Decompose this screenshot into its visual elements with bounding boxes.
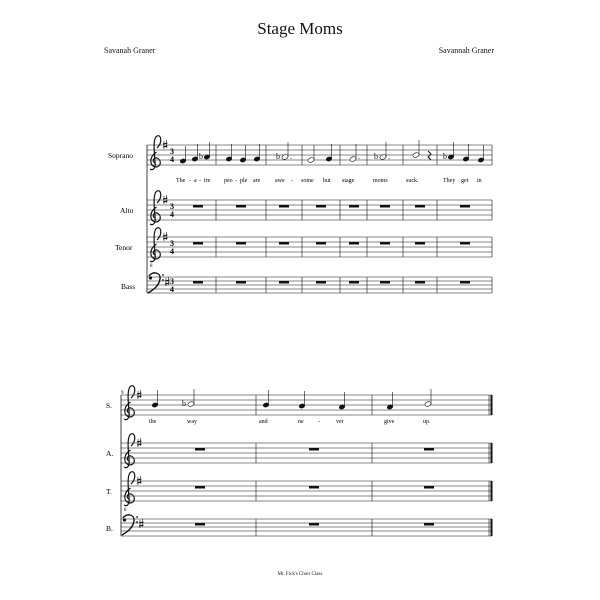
- lyric: way: [187, 419, 197, 425]
- lyric: ne: [298, 419, 304, 425]
- part-name-alto: Alto: [120, 206, 134, 215]
- measure-number: 9: [121, 391, 124, 396]
- lyric: the: [149, 419, 157, 425]
- lyric: get: [461, 178, 469, 184]
- lyric: -: [318, 419, 320, 425]
- lyric: give: [384, 419, 395, 425]
- score-title: Stage Moms: [257, 19, 343, 38]
- svg-text:b: b: [182, 399, 186, 408]
- lyric: and: [259, 419, 268, 425]
- system-2: [106, 386, 493, 536]
- part-name-a: A.: [106, 449, 114, 458]
- svg-text:.: .: [358, 152, 360, 161]
- lyricist-credit: Savanah Graner: [104, 46, 156, 55]
- lyric: moms: [373, 178, 388, 184]
- lyric: -: [235, 178, 237, 184]
- svg-text:b: b: [374, 152, 378, 161]
- lyrics-system-2: [149, 419, 431, 425]
- svg-text:.: .: [388, 152, 390, 161]
- lyric: tre: [204, 178, 211, 184]
- part-name-bass: Bass: [121, 282, 136, 291]
- lyric: in: [477, 178, 482, 184]
- lyric: awe: [275, 178, 285, 184]
- lyric: a: [194, 178, 197, 184]
- lyric: They: [443, 178, 456, 184]
- svg-text:b: b: [276, 152, 280, 161]
- part-name-b: B.: [106, 524, 113, 533]
- part-name-s: S.: [106, 401, 113, 410]
- lyric: stage: [342, 178, 355, 184]
- lyric: -: [189, 178, 191, 184]
- part-name-t: T.: [106, 487, 112, 496]
- part-name-tenor: Tenor: [115, 243, 133, 252]
- svg-text:.: .: [290, 152, 292, 161]
- lyric: -: [291, 178, 293, 184]
- lyric: but: [323, 178, 331, 184]
- lyric: ver: [336, 419, 344, 425]
- lyric: suck.: [406, 178, 419, 184]
- part-name-soprano: Soprano: [108, 151, 133, 160]
- lyric: peo: [224, 178, 233, 184]
- svg-text:b: b: [199, 152, 203, 161]
- footer-credit: Mr. Fick's Choir Class: [277, 572, 323, 577]
- lyric: The: [176, 178, 186, 184]
- svg-text:8: 8: [124, 508, 127, 513]
- lyric: some: [301, 178, 314, 184]
- lyrics-system-1: [176, 178, 482, 184]
- lyric: up.: [423, 419, 431, 425]
- svg-text:8: 8: [150, 264, 153, 269]
- system-1: [108, 136, 492, 294]
- score-notation: 4 8 b b . . b . b Soprano Alto Tenor Bass The - a - tre peo - ple are awe - some but stage moms suck. They get in 9 8 b S. A. T. B. the way and ne - ver give up.: [0, 0, 600, 600]
- lyric: are: [253, 178, 261, 184]
- lyric: -: [199, 178, 201, 184]
- lyric: ple: [240, 178, 248, 184]
- svg-text:b: b: [443, 152, 447, 161]
- composer-credit: Savannah Graner: [438, 46, 494, 55]
